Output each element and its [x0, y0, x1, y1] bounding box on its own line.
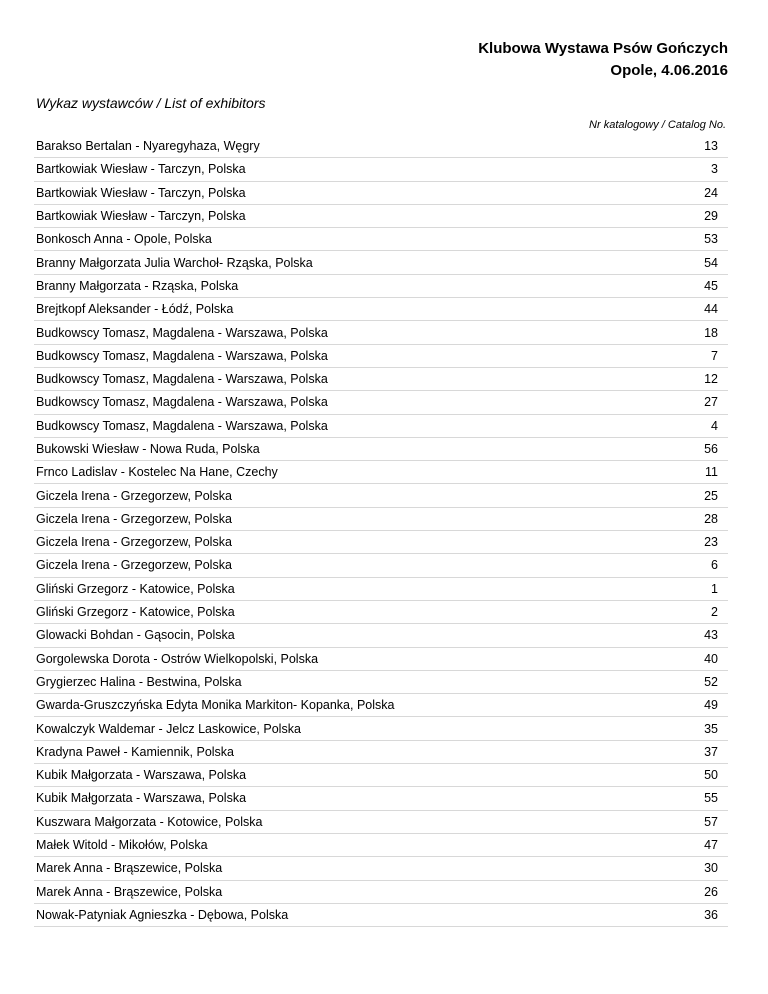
exhibitor-row — [34, 484, 728, 507]
catalog-number: 50 — [704, 768, 718, 783]
document-title: Klubowa Wystawa Psów Gończych — [478, 40, 728, 57]
catalog-number: 57 — [704, 814, 718, 829]
catalog-number: 54 — [704, 255, 718, 270]
exhibitor-row — [34, 811, 728, 834]
exhibitor-name: Gorgolewska Dorota - Ostrów Wielkopolski, Polska — [36, 651, 319, 666]
exhibitor-row — [34, 135, 728, 158]
catalog-number: 6 — [711, 558, 718, 573]
exhibitor-name: Małek Witold - Mikołów, Polska — [36, 838, 208, 853]
exhibitor-name: Giczela Irena - Grzegorzew, Polska — [36, 511, 232, 526]
exhibitor-name: Glowacki Bohdan - Gąsocin, Polska — [36, 628, 235, 643]
location-date: Opole, 4.06.2016 — [610, 62, 728, 79]
exhibitor-name: Gliński Grzegorz - Katowice, Polska — [36, 581, 235, 596]
exhibitor-name: Budkowscy Tomasz, Magdalena - Warszawa, Polska — [36, 372, 328, 387]
catalog-number: 27 — [704, 395, 718, 410]
catalog-number: 36 — [704, 907, 718, 922]
catalog-number: 52 — [704, 674, 718, 689]
exhibitor-name: Branny Małgorzata - Rząska, Polska — [36, 278, 239, 293]
exhibitor-row — [34, 182, 728, 205]
exhibitor-row — [34, 857, 728, 880]
catalog-number: 44 — [704, 302, 718, 317]
exhibitor-name: Branny Małgorzata Julia Warchoł- Rząska, Polska — [36, 255, 313, 270]
exhibitor-name: Gliński Grzegorz - Katowice, Polska — [36, 605, 235, 620]
exhibitor-list — [34, 135, 728, 927]
exhibitor-row — [34, 251, 728, 274]
catalog-number: 25 — [704, 488, 718, 503]
exhibitor-row — [34, 904, 728, 927]
exhibitor-row — [34, 298, 728, 321]
exhibitor-row — [34, 578, 728, 601]
catalog-number: 55 — [704, 791, 718, 806]
catalog-number: 2 — [711, 605, 718, 620]
exhibitor-name: Grygierzec Halina - Bestwina, Polska — [36, 674, 242, 689]
exhibitor-row — [34, 321, 728, 344]
catalog-number: 47 — [704, 838, 718, 853]
catalog-number: 11 — [705, 465, 718, 480]
exhibitor-row — [34, 694, 728, 717]
exhibitor-name: Bartkowiak Wiesław - Tarczyn, Polska — [36, 185, 246, 200]
catalog-number: 45 — [704, 278, 718, 293]
exhibitor-row — [34, 624, 728, 647]
exhibitor-name: Kubik Małgorzata - Warszawa, Polska — [36, 768, 247, 783]
catalog-number: 56 — [704, 442, 718, 456]
exhibitor-row — [34, 228, 728, 251]
exhibitor-name: Giczela Irena - Grzegorzew, Polska — [36, 488, 232, 503]
exhibitor-row — [34, 205, 728, 228]
exhibitor-name: Giczela Irena - Grzegorzew, Polska — [36, 535, 232, 550]
exhibitor-name: Budkowscy Tomasz, Magdalena - Warszawa, Polska — [36, 348, 328, 363]
exhibitor-name: Bartkowiak Wiesław - Tarczyn, Polska — [36, 162, 246, 177]
catalog-number: 53 — [704, 232, 718, 247]
exhibitor-row — [34, 531, 728, 554]
catalog-number-column-header: Nr katalogowy / Catalog No. — [589, 119, 726, 131]
exhibitor-row — [34, 764, 728, 787]
exhibitor-name: Kowalczyk Waldemar - Jelcz Laskowice, Polska — [36, 721, 301, 736]
exhibitor-row — [34, 438, 728, 461]
catalog-number: 13 — [704, 139, 718, 154]
exhibitor-name: Bukowski Wiesław - Nowa Ruda, Polska — [36, 442, 260, 456]
catalog-number: 3 — [711, 162, 718, 177]
exhibitor-name: Gwarda-Gruszczyńska Edyta Monika Markiton- Kopanka, Polska — [36, 698, 395, 713]
exhibitor-name: Giczela Irena - Grzegorzew, Polska — [36, 558, 232, 573]
catalog-number: 28 — [704, 511, 718, 526]
exhibitor-row — [34, 368, 728, 391]
catalog-number: 1 — [711, 581, 718, 596]
exhibitor-row — [34, 881, 728, 904]
exhibitor-name: Marek Anna - Brąszewice, Polska — [36, 861, 223, 876]
catalog-number: 4 — [711, 418, 718, 433]
catalog-number: 43 — [704, 628, 718, 643]
catalog-number: 49 — [704, 698, 718, 713]
exhibitor-name: Kradyna Paweł - Kamiennik, Polska — [36, 744, 235, 759]
exhibitor-row — [34, 601, 728, 624]
exhibitor-name: Budkowscy Tomasz, Magdalena - Warszawa, Polska — [36, 395, 328, 410]
catalog-number: 12 — [704, 372, 718, 387]
exhibitor-name: Budkowscy Tomasz, Magdalena - Warszawa, Polska — [36, 418, 328, 433]
exhibitor-name: Budkowscy Tomasz, Magdalena - Warszawa, Polska — [36, 325, 328, 340]
exhibitor-name: Kubik Małgorzata - Warszawa, Polska — [36, 791, 247, 806]
exhibitor-name: Barakso Bertalan - Nyaregyhaza, Węgry — [36, 139, 260, 154]
exhibitor-row — [34, 275, 728, 298]
exhibitor-name: Bonkosch Anna - Opole, Polska — [36, 232, 212, 247]
exhibitor-name: Brejtkopf Aleksander - Łódź, Polska — [36, 302, 234, 317]
exhibitor-row — [34, 461, 728, 484]
catalog-number: 24 — [704, 185, 718, 200]
exhibitor-row — [34, 741, 728, 764]
exhibitor-row — [34, 671, 728, 694]
catalog-number: 23 — [704, 535, 718, 550]
exhibitor-name: Kuszwara Małgorzata - Kotowice, Polska — [36, 814, 263, 829]
exhibitor-row — [34, 345, 728, 368]
exhibitor-row — [34, 648, 728, 671]
exhibitor-row — [34, 508, 728, 531]
exhibitor-row — [34, 834, 728, 857]
exhibitor-name: Marek Anna - Brąszewice, Polska — [36, 884, 223, 899]
catalog-number: 30 — [704, 861, 718, 876]
exhibitor-name: Bartkowiak Wiesław - Tarczyn, Polska — [36, 209, 246, 224]
catalog-number: 40 — [704, 651, 718, 666]
catalog-number: 7 — [711, 348, 718, 363]
exhibitor-name: Frnco Ladislav - Kostelec Na Hane, Czechy — [36, 465, 278, 480]
catalog-number: 26 — [704, 884, 718, 899]
exhibitor-row — [34, 158, 728, 181]
list-subtitle: Wykaz wystawców / List of exhibitors — [36, 95, 266, 111]
catalog-number: 35 — [704, 721, 718, 736]
exhibitor-row — [34, 391, 728, 414]
exhibitor-row — [34, 787, 728, 810]
catalog-number: 37 — [704, 744, 718, 759]
catalog-number: 29 — [704, 209, 718, 224]
exhibitor-name: Nowak-Patyniak Agnieszka - Dębowa, Polska — [36, 907, 289, 922]
document-header — [478, 38, 728, 82]
exhibitor-row — [34, 717, 728, 740]
catalog-number: 18 — [704, 325, 718, 340]
exhibitor-row — [34, 554, 728, 577]
exhibitor-row — [34, 415, 728, 438]
